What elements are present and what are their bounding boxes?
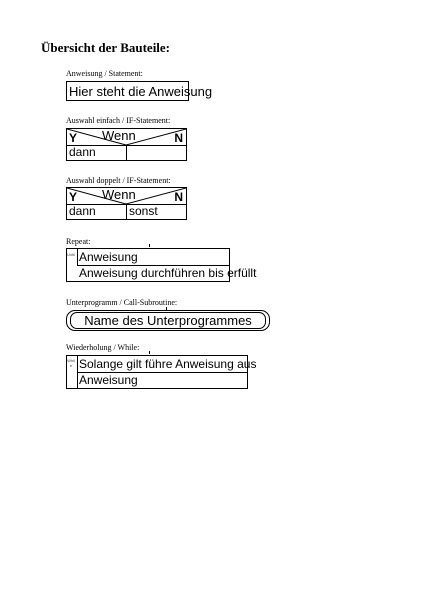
if-simple-label: Auswahl einfach / IF-Statement: [66, 116, 171, 125]
connector-tick [149, 244, 150, 247]
no-mark: N [174, 190, 183, 204]
statement-text: Hier steht die Anweisung [69, 84, 213, 99]
condition-text: Wenn [102, 187, 136, 202]
yes-mark: Y [69, 131, 78, 145]
then-text: dann [69, 145, 96, 159]
connector-tick [149, 351, 150, 354]
no-mark: N [174, 131, 183, 145]
if-simple-block [66, 128, 187, 161]
if-double-label: Auswahl doppelt / IF-Statement: [66, 176, 171, 185]
yes-mark: Y [69, 190, 78, 204]
subroutine-label: Unterprogramm / Call-Subroutine: [66, 298, 178, 307]
repeat-label: Repeat: [66, 237, 91, 246]
subroutine-text: Name des Unterprogrammes [70, 312, 266, 329]
while-label: Wiederholung / While: [66, 343, 140, 352]
divider [126, 145, 127, 160]
else-text: sonst [129, 204, 158, 218]
statement-block [66, 81, 213, 101]
then-text: dann [69, 204, 96, 218]
repeat-side-label: Until [67, 252, 76, 257]
if-double-block [66, 187, 187, 220]
while-block [66, 355, 257, 389]
subroutine-block [66, 310, 270, 331]
while-body-text: Anweisung [79, 373, 138, 387]
repeat-block [66, 248, 257, 282]
condition-text: Wenn [102, 128, 136, 143]
while-condition-text: Solange gilt führe Anweisung aus [79, 357, 257, 371]
page-title: Übersicht der Bauteile: [41, 40, 171, 55]
while-side-label: While [67, 358, 75, 368]
repeat-condition-text: Anweisung durchführen bis erfüllt [79, 266, 257, 280]
repeat-body-text: Anweisung [79, 250, 138, 264]
statement-label: Anweisung / Statement: [66, 69, 143, 78]
